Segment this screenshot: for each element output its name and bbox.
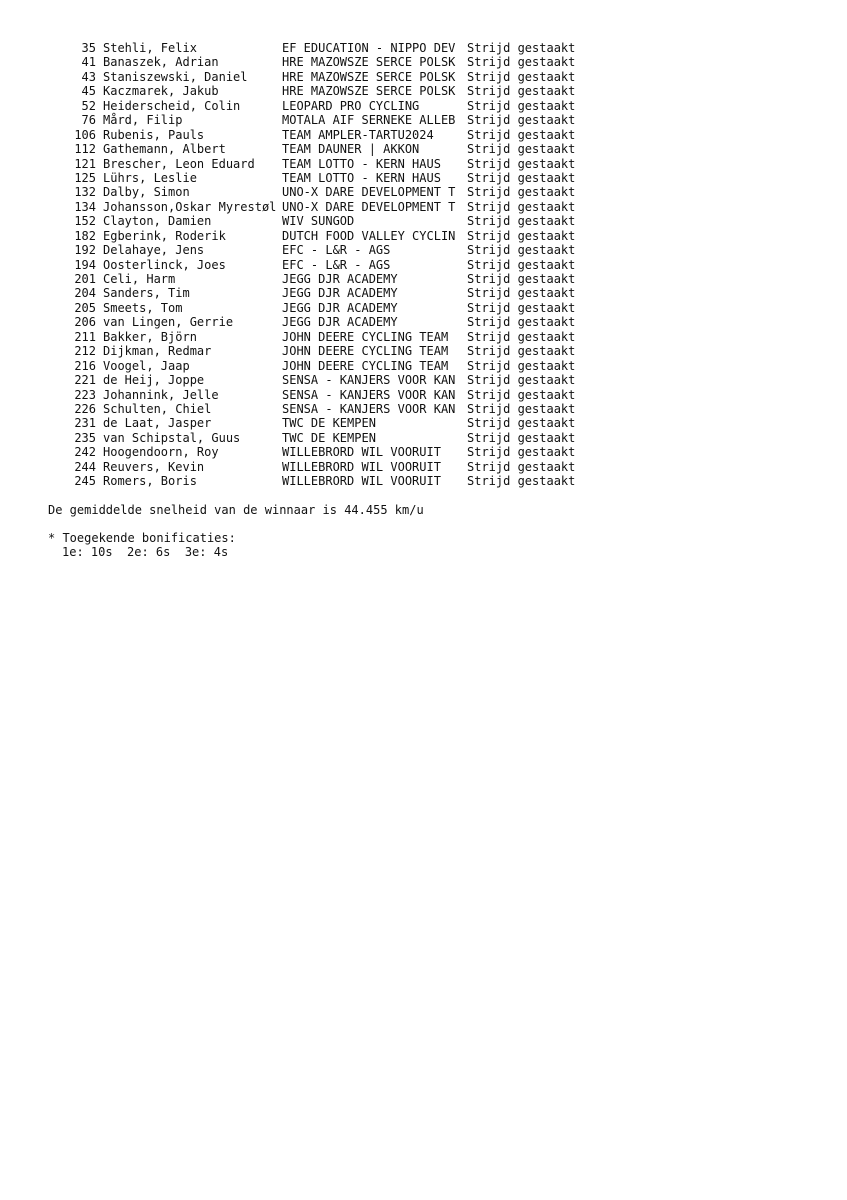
result-row [48,243,808,257]
result-status: Strijd gestaakt [467,358,576,373]
rider-number: 125 [74,170,96,185]
team-name: UNO-X DARE DEVELOPMENT T [282,185,456,200]
rider-name: van Schipstal, Guus [103,430,241,445]
result-status: Strijd gestaakt [467,228,576,243]
result-status: Strijd gestaakt [467,170,576,185]
average-speed-line: De gemiddelde snelheid van de winnaar is 44.455 km/u [48,502,424,517]
team-name: TWC DE KEMPEN [282,430,376,445]
result-row [48,113,808,127]
result-row [48,70,808,84]
team-name: JEGG DJR ACADEMY [282,300,398,315]
team-name: TEAM AMPLER-TARTU2024 [282,127,434,142]
rider-name: Heiderscheid, Colin [103,98,241,113]
rider-number: 244 [74,459,96,474]
result-row [48,460,808,474]
rider-number: 211 [74,329,96,344]
team-name: TEAM LOTTO - KERN HAUS [282,170,441,185]
result-status: Strijd gestaakt [467,142,576,157]
rider-number: 76 [81,113,96,128]
rider-name: Staniszewski, Daniel [103,69,248,84]
result-status: Strijd gestaakt [467,127,576,142]
rider-number: 45 [81,84,96,99]
rider-number: 206 [74,315,96,330]
result-status: Strijd gestaakt [467,329,576,344]
team-name: JOHN DEERE CYCLING TEAM [282,358,449,373]
team-name: HRE MAZOWSZE SERCE POLSK [282,69,456,84]
result-status: Strijd gestaakt [467,474,576,489]
result-row [48,55,808,69]
team-name: WILLEBRORD WIL VOORUIT [282,474,441,489]
results-document [48,41,808,560]
team-name: MOTALA AIF SERNEKE ALLEB [282,113,456,128]
result-status: Strijd gestaakt [467,286,576,301]
rider-name: Brescher, Leon Eduard [103,156,255,171]
result-row [48,431,808,445]
team-name: LEOPARD PRO CYCLING [282,98,420,113]
team-name: SENSA - KANJERS VOOR KAN [282,373,456,388]
rider-name: Voogel, Jaap [103,358,190,373]
result-status: Strijd gestaakt [467,300,576,315]
rider-name: Johannink, Jelle [103,387,219,402]
rider-number: 194 [74,257,96,272]
rider-number: 43 [81,69,96,84]
result-status: Strijd gestaakt [467,373,576,388]
result-row [48,99,808,113]
rider-name: Romers, Boris [103,474,197,489]
rider-number: 245 [74,474,96,489]
result-row [48,229,808,243]
result-row [48,402,808,416]
rider-number: 132 [74,185,96,200]
result-row [48,474,808,488]
team-name: JEGG DJR ACADEMY [282,315,398,330]
rider-number: 112 [74,142,96,157]
rider-name: Oosterlinck, Joes [103,257,226,272]
result-row [48,359,808,373]
rider-name: van Lingen, Gerrie [103,315,234,330]
results-list [48,41,808,489]
result-status: Strijd gestaakt [467,430,576,445]
result-status: Strijd gestaakt [467,98,576,113]
result-row [48,171,808,185]
rider-number: 221 [74,373,96,388]
rider-number: 242 [74,445,96,460]
rider-number: 216 [74,358,96,373]
rider-name: Schulten, Chiel [103,401,212,416]
result-row [48,185,808,199]
result-status: Strijd gestaakt [467,272,576,286]
rider-name: Smeets, Tom [103,300,183,315]
rider-name: Lührs, Leslie [103,170,197,185]
result-status: Strijd gestaakt [467,156,576,171]
result-row [48,272,808,286]
result-row [48,373,808,387]
team-name: TWC DE KEMPEN [282,416,376,431]
result-row [48,388,808,402]
team-name: DUTCH FOOD VALLEY CYCLIN [282,228,456,243]
team-name: WIV SUNGOD [282,214,355,229]
team-name: JOHN DEERE CYCLING TEAM [282,344,449,359]
rider-name: Egberink, Roderik [103,228,226,243]
result-status: Strijd gestaakt [467,257,576,272]
rider-number: 41 [81,55,96,70]
result-status: Strijd gestaakt [467,243,576,258]
rider-name: de Heij, Joppe [103,373,205,388]
rider-name: Kaczmarek, Jakub [103,84,219,99]
rider-name: Sanders, Tim [103,286,190,301]
team-name: JEGG DJR ACADEMY [282,286,398,301]
rider-number: 201 [74,272,96,286]
result-status: Strijd gestaakt [467,69,576,84]
result-status: Strijd gestaakt [467,185,576,200]
result-row [48,214,808,228]
result-row [48,301,808,315]
team-name: UNO-X DARE DEVELOPMENT T [282,199,456,214]
rider-name: Dijkman, Redmar [103,344,212,359]
team-name: WILLEBRORD WIL VOORUIT [282,445,441,460]
team-name: TEAM DAUNER | AKKON [282,142,420,157]
result-row [48,258,808,272]
result-row [48,286,808,300]
rider-number: 134 [74,199,96,214]
bonifications-values: 1e: 10s 2e: 6s 3e: 4s [62,545,229,560]
result-status: Strijd gestaakt [467,84,576,99]
rider-number: 192 [74,243,96,258]
rider-name: Delahaye, Jens [103,243,205,258]
rider-number: 212 [74,344,96,359]
rider-name: Bakker, Björn [103,329,197,344]
rider-name: Rubenis, Pauls [103,127,205,142]
team-name: SENSA - KANJERS VOOR KAN [282,387,456,402]
rider-number: 106 [74,127,96,142]
rider-number: 52 [81,98,96,113]
rider-name: Clayton, Damien [103,214,212,229]
rider-name: de Laat, Jasper [103,416,212,431]
result-status: Strijd gestaakt [467,445,576,460]
result-row [48,84,808,98]
result-status: Strijd gestaakt [467,214,576,229]
result-row [48,445,808,459]
rider-name: Gathemann, Albert [103,142,226,157]
result-status: Strijd gestaakt [467,401,576,416]
rider-name: Celi, Harm [103,272,176,286]
rider-number: 204 [74,286,96,301]
team-name: SENSA - KANJERS VOOR KAN [282,401,456,416]
result-row [48,142,808,156]
team-name: WILLEBRORD WIL VOORUIT [282,459,441,474]
rider-name: Dalby, Simon [103,185,190,200]
result-status: Strijd gestaakt [467,41,576,55]
rider-name: Banaszek, Adrian [103,55,219,70]
result-row [48,330,808,344]
result-status: Strijd gestaakt [467,315,576,330]
team-name: JEGG DJR ACADEMY [282,272,398,286]
result-status: Strijd gestaakt [467,459,576,474]
result-row [48,128,808,142]
rider-number: 35 [81,41,96,55]
result-status: Strijd gestaakt [467,113,576,128]
result-row [48,157,808,171]
result-row [48,41,808,55]
rider-name: Reuvers, Kevin [103,459,205,474]
team-name: TEAM LOTTO - KERN HAUS [282,156,441,171]
result-status: Strijd gestaakt [467,416,576,431]
rider-name: Mård, Filip [103,113,183,128]
team-name: HRE MAZOWSZE SERCE POLSK [282,84,456,99]
result-status: Strijd gestaakt [467,387,576,402]
rider-number: 182 [74,228,96,243]
rider-number: 121 [74,156,96,171]
result-status: Strijd gestaakt [467,199,576,214]
result-row [48,344,808,358]
result-status: Strijd gestaakt [467,55,576,70]
team-name: EF EDUCATION - NIPPO DEV [282,41,456,55]
result-row [48,200,808,214]
rider-number: 152 [74,214,96,229]
result-row [48,315,808,329]
rider-name: Johansson,Oskar Myrestøl [103,199,277,214]
team-name: JOHN DEERE CYCLING TEAM [282,329,449,344]
rider-name: Hoogendoorn, Roy [103,445,219,460]
rider-number: 226 [74,401,96,416]
team-name: EFC - L&R - AGS [282,243,391,258]
team-name: EFC - L&R - AGS [282,257,391,272]
rider-number: 205 [74,300,96,315]
result-row [48,416,808,430]
rider-number: 235 [74,430,96,445]
bonifications-title: * Toegekende bonificaties: [48,531,236,545]
rider-number: 231 [74,416,96,431]
rider-number: 223 [74,387,96,402]
team-name: HRE MAZOWSZE SERCE POLSK [282,55,456,70]
rider-name: Stehli, Felix [103,41,197,55]
result-status: Strijd gestaakt [467,344,576,359]
